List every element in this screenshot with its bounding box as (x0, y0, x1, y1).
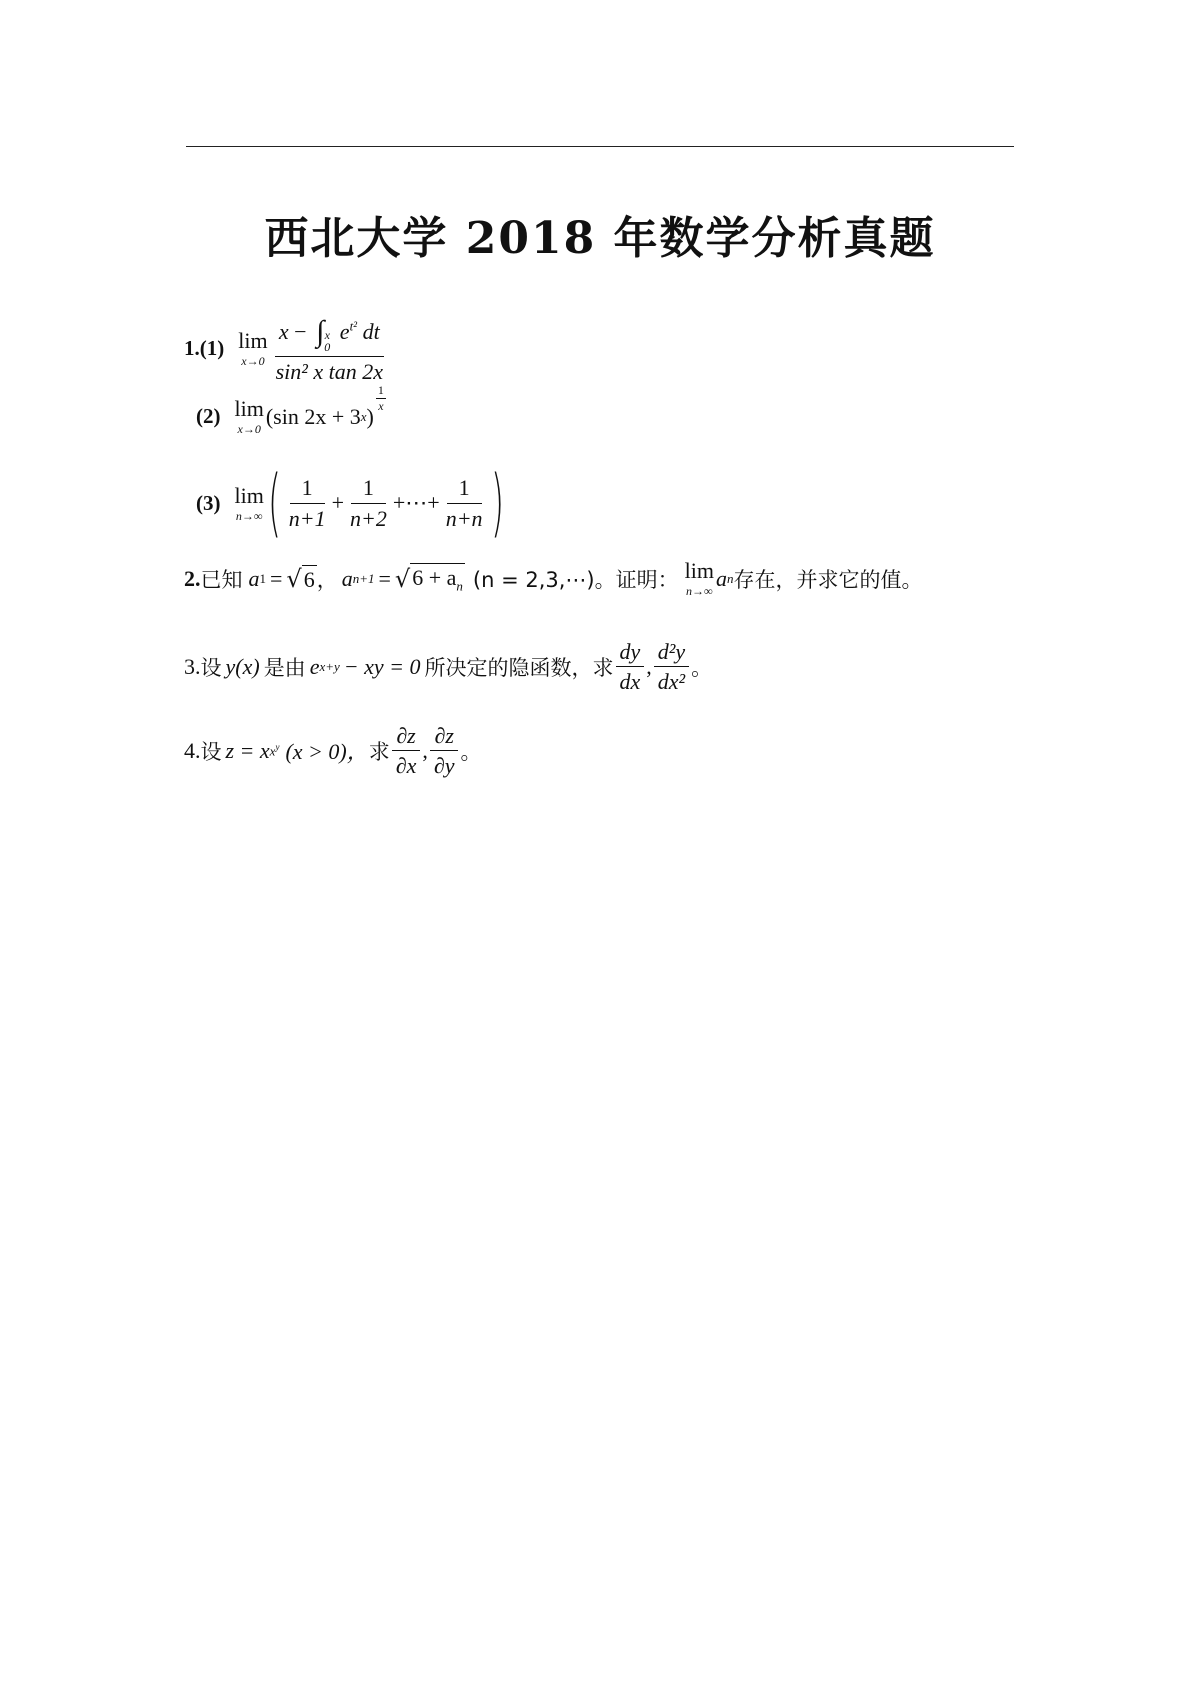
right-paren: ) (490, 460, 504, 546)
integral-limits: x 0 (324, 328, 331, 354)
fraction: $\frac{\text{d²y}}{\text{dx²}}$ (654, 640, 689, 693)
question-3: 3. 设 y(x) 是由 e x+y − xy = 0 所决定的隐函数，求 $\frac{dy}{dx}$ , $\frac{\text{d²y}}{\text{dx²}}$ 。 (184, 639, 713, 695)
fraction: $\frac{dy}{dx}$ (616, 640, 645, 693)
header-rule (186, 146, 1014, 147)
fraction: $\frac{\partial z}{\partial y}$ (430, 724, 459, 777)
expression: (sin 2x + 3 (265, 403, 361, 429)
denominator: sin² x tan 2x (275, 359, 384, 384)
integral-sign: ∫ (316, 315, 325, 348)
question-label: (3) (196, 490, 221, 515)
fraction: $\frac{1}{n+1}$ (288, 475, 326, 531)
sqrt-icon: √ (394, 564, 411, 593)
question-1-part-2: (2) lim x→0 (sin 2x + 3 x ) $\frac{1}{x}$ (196, 383, 384, 436)
page-title: 西北大学 2018 年数学分析真题 (264, 213, 936, 264)
question-label: 2. (184, 565, 201, 591)
outer-exponent: $\frac{1}{x}$ (377, 383, 384, 413)
question-2: 2. 已知 a 1 = √ 6 ， a n+1 = √ $6 + a_n$ (n = 2,3,⋯)。证明： lim n→∞ a n 存在，并求它的值。 (184, 558, 923, 598)
question-label: 1.(1) (184, 336, 225, 361)
question-1-part-3: (3) lim n→∞ ( $\frac{1}{n+1}$ + $\frac{1}{n+2}$ +⋯+ $\frac{1}{n+n}$ ) (196, 460, 504, 546)
question-1-part-1 (184, 314, 389, 383)
question-label: 4. (184, 737, 201, 763)
question-label: 3. (184, 653, 201, 679)
fraction: $\frac{\partial z}{\partial x}$ (392, 724, 421, 777)
question-4: 4. 设 z = x $x^y$ (x > 0)， 求 $\frac{\partial z}{\partial x}$ , $\frac{\partial z}{\partial y}$ 。 (184, 723, 482, 779)
sqrt-icon: √ (286, 564, 302, 593)
limit-operator: lim x→0 (238, 328, 268, 369)
fraction (272, 314, 387, 383)
numerator: x − ∫ x 0 $e^{t^2}$ dt (275, 314, 384, 357)
limit-operator: lim n→∞ (234, 482, 264, 523)
fraction: $\frac{1}{n+n}$ (445, 475, 483, 531)
fraction: $\frac{1}{n+2}$ (350, 475, 387, 531)
limit-operator: lim x→0 (234, 396, 264, 436)
limit-operator: lim n→∞ (684, 558, 714, 598)
left-paren: ( (267, 460, 281, 546)
question-label: (2) (196, 404, 221, 428)
